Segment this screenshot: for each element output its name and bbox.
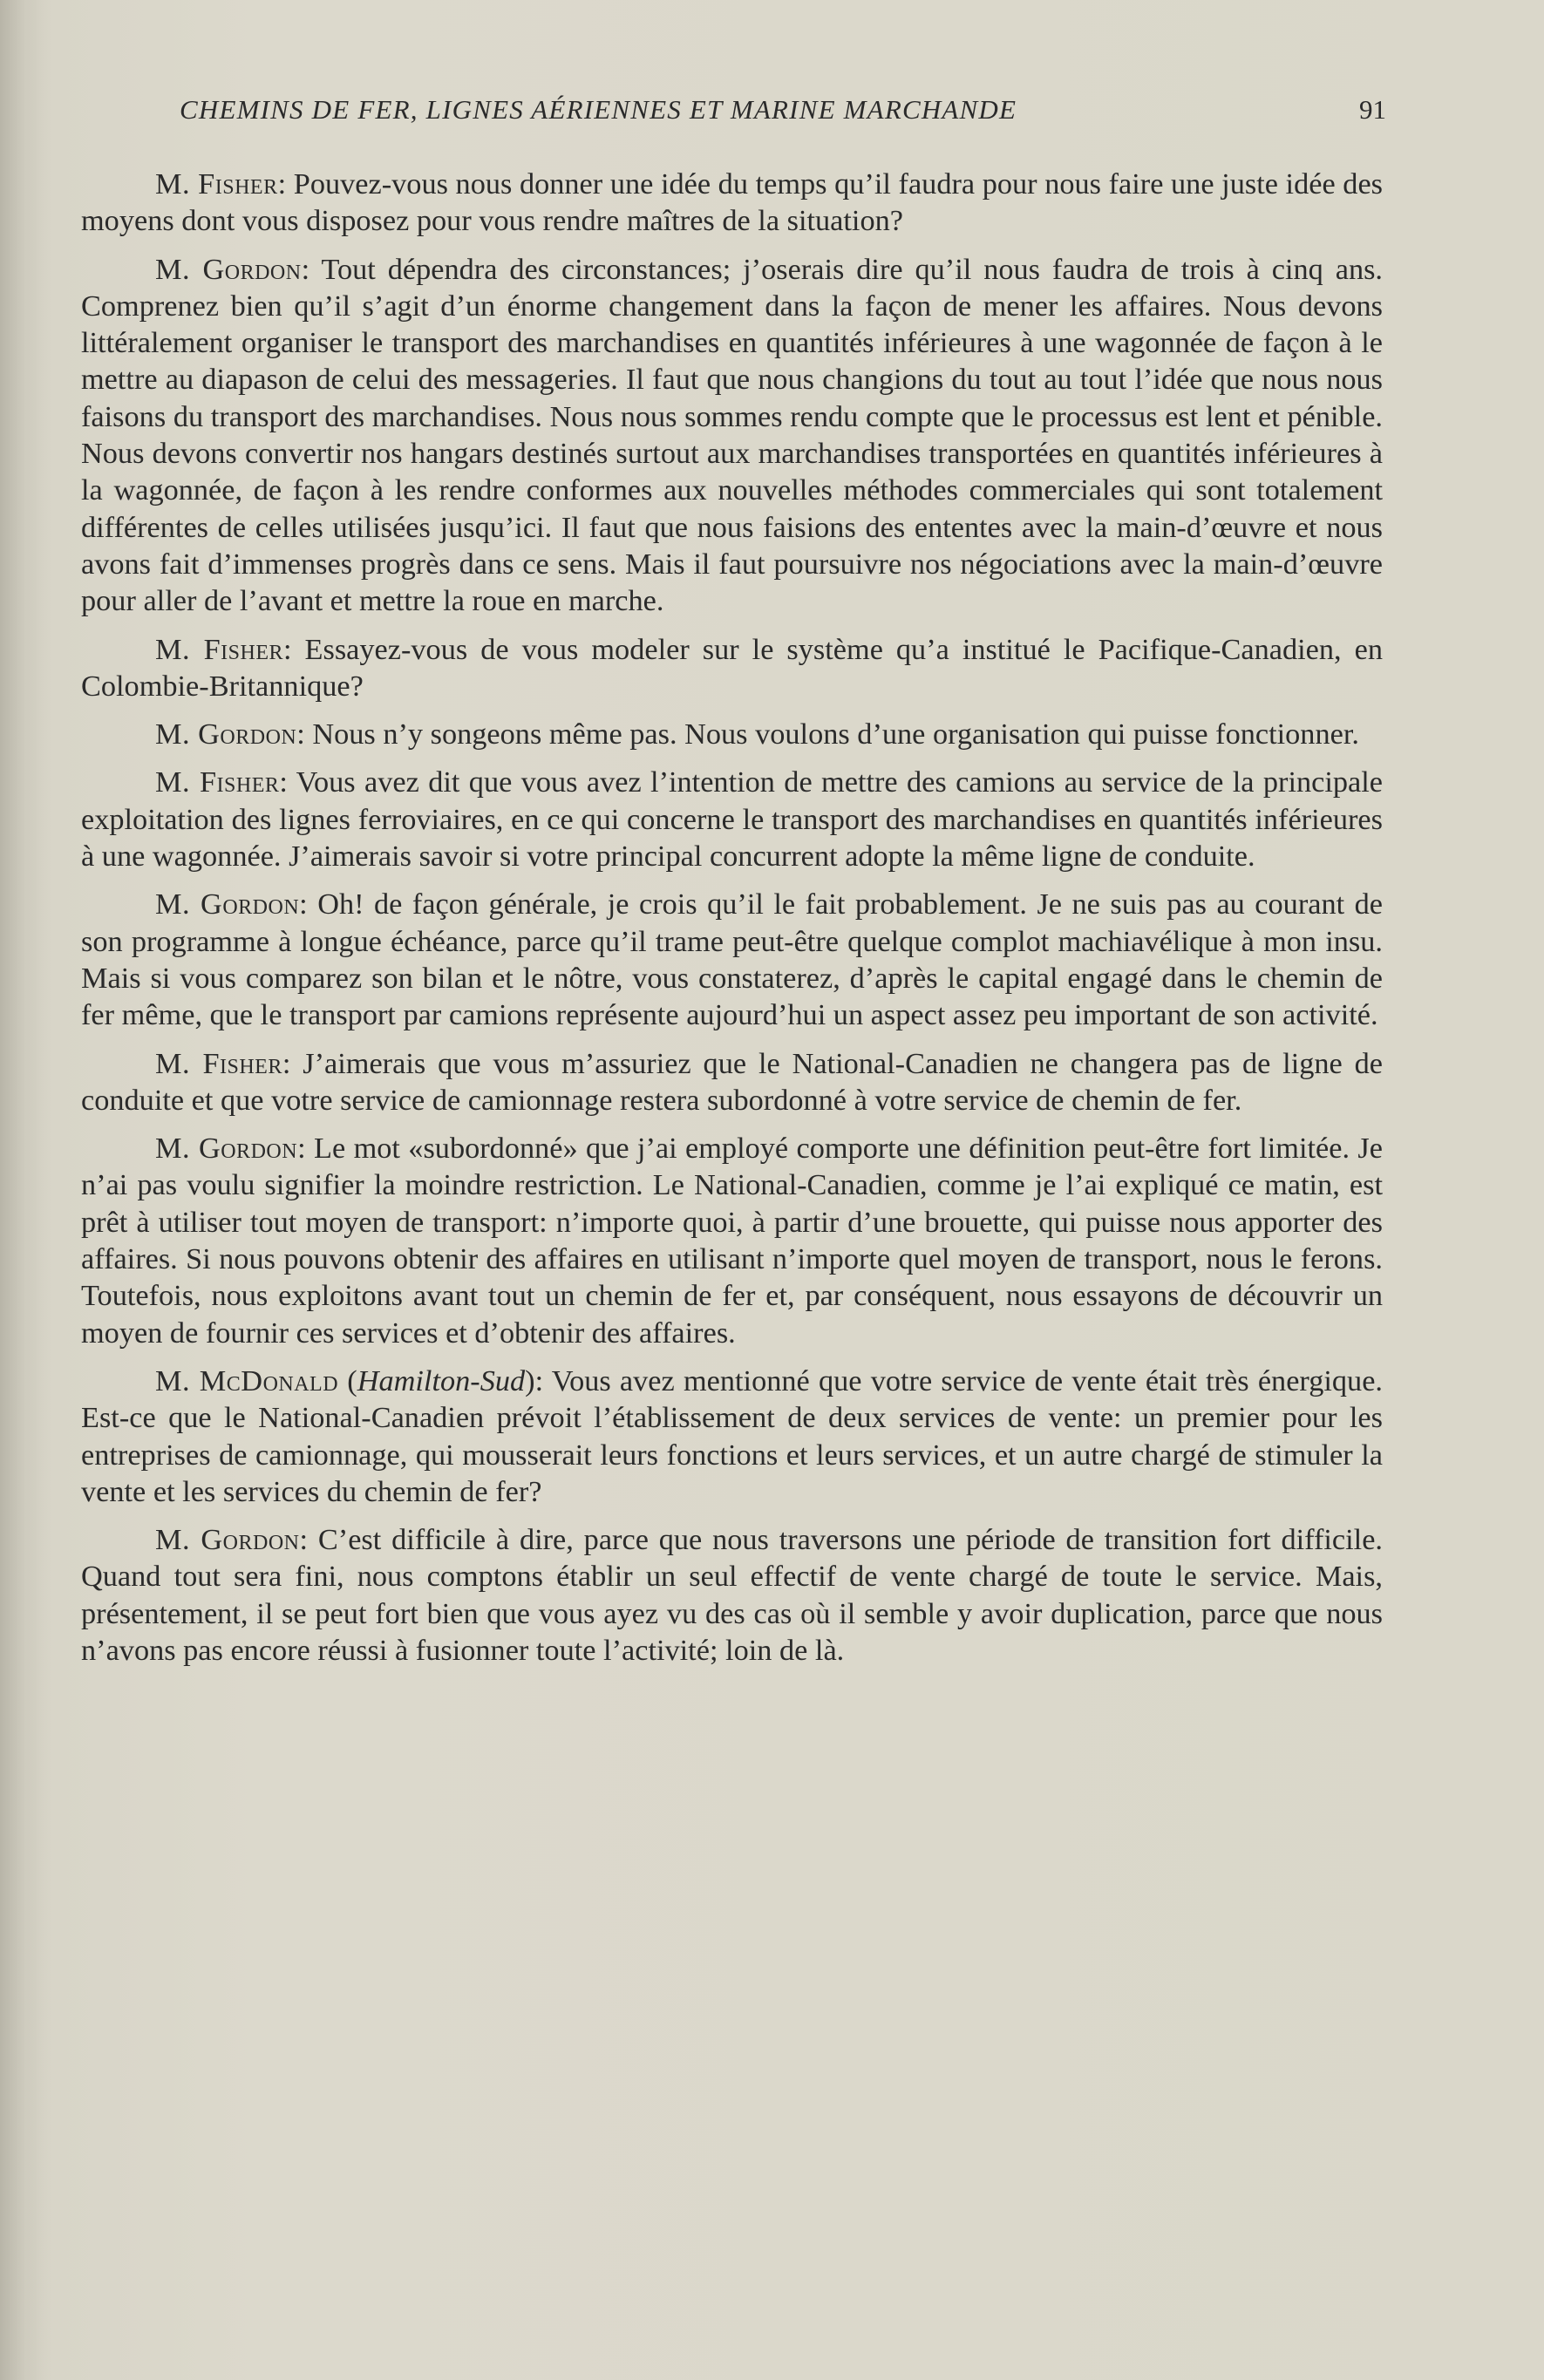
paragraph-text: Nous n’y songeons même pas. Nous voulons d’une organisation qui puisse fonctionner.: [312, 717, 1359, 751]
paragraph-gordon-3: M. Gordon: Oh! de façon générale, je crois qu’il le fait probablement. Je ne suis pas au courant de son programme à longue échéance, parce qu’il trame peut-être quelque complot machiavélique à mon insu. Mais si vous comparez son bilan et le nôtre, vous constaterez, d’après le capital engagé dans le chemin de fer même, que le transport par camions représente aujourd’hui un aspect assez peu important de son activité.: [81, 887, 1384, 1032]
paragraph-text: Oh! de façon générale, je crois qu’il le fait probablement. Je ne suis pas au courant de son programme à longue échéance, parce qu’il trame peut-être quelque complot machiavélique à mon insu. Mais si vous comparez son bilan et le nôtre, vous constaterez, d’après le capital engagé dans le chemin de fer même, que le transport par camions représente aujourd’hui un aspect assez peu important de son activité.: [81, 887, 1384, 1032]
speaker-name: M. Fisher: [155, 1046, 282, 1080]
paragraph-gordon-5: M. Gordon: C’est difficile à dire, parce que nous traversons une période de transition fort difficile. Quand tout sera fini, nous comptons établir un seul effectif de vente chargé de toute le service. Mais, présentement, il se peut fort bien que vous ayez vu des cas où il semble y avoir duplication, parce que nous n’avons pas encore réussi à fusionner toute l’activité; loin de là.: [81, 1523, 1383, 1667]
paragraph-text: Pouvez-vous nous donner une idée du temps qu’il faudra pour nous faire une juste idée des moyens dont vous disposez pour vous rendre maîtres de la situation?: [81, 167, 1384, 238]
paragraph-gordon-4: M. Gordon: Le mot «subordonné» que j’ai employé comporte une définition peut-être fort limitée. Je n’ai pas voulu signifier la moindre restriction. Le National-Canadien, comme je l’ai expliqué ce matin, est prêt à utiliser tout moyen de transport: n’importe quoi, à partir d’une brouette, qui puisse nous apporter des affaires. Si nous pouvons obtenir des affaires en utilisant n’importe quel moyen de transport, nous le ferons. Toutefois, nous exploitons avant tout un chemin de fer et, par conséquent, nous essayons de découvrir un moyen de fournir ces services et d’obtenir des affaires.: [81, 1132, 1384, 1350]
speaker-name: M. McDonald: [155, 1363, 339, 1397]
speaker-name: M. Gordon: [155, 887, 300, 921]
paragraph-fisher-2: M. Fisher: Essayez-vous de vous modeler sur le système qu’a institué le Pacifique-Canadien, en Colombie-Britannique?: [81, 632, 1383, 703]
body-text: [81, 166, 1383, 1680]
paragraph-text: Le mot «subordonné» que j’ai employé comporte une définition peut-être fort limitée. Je n’ai pas voulu signifier la moindre restriction. Le National-Canadien, comme je l’ai expliqué ce matin, est prêt à utiliser tout moyen de transport: n’importe quoi, à partir d’une brouette, qui puisse nous apporter des affaires. Si nous pouvons obtenir des affaires en utilisant n’importe quel moyen de transport, nous le ferons. Toutefois, nous exploitons avant tout un chemin de fer et, par conséquent, nous essayons de découvrir un moyen de fournir ces services et d’obtenir des affaires.: [81, 1132, 1384, 1350]
paragraph-gordon-1: M. Gordon: Tout dépendra des circonstances; j’oserais dire qu’il nous faudra de trois à cinq ans. Comprenez bien qu’il s’agit d’un énorme changement dans la façon de mener les affaires. Nous devons littéralement organiser le transport des marchandises en quantités inférieures à une wagonnée de façon à le mettre au diapason de celui des messageries. Il faut que nous changions du tout au tout l’idée que nous nous faisons du transport des marchandises. Nous nous sommes rendu compte que le processus est lent et pénible. Nous devons convertir nos hangars destinés surtout aux marchandises transportées en quantités inférieures à la wagonnée, de façon à les rendre conformes aux nouvelles méthodes commerciales qui sont totalement différentes de celles utilisées jusqu’ici. Il faut que nous faisions des ententes avec la main-d’œuvre et nous avons fait d’immenses progrès dans ce sens. Mais il faut poursuivre nos négociations avec la main-d’œuvre pour aller de l’avant et mettre la roue en marche.: [81, 252, 1384, 618]
running-title: CHEMINS DE FER, LIGNES AÉRIENNES ET MARINE MARCHANDE: [180, 94, 1017, 125]
paragraph-text: Tout dépendra des circonstances; j’oserais dire qu’il nous faudra de trois à cinq ans. Comprenez bien qu’il s’agit d’un énorme changement dans la façon de mener les affaires. Nous devons littéralement organiser le transport des marchandises en quantités inférieures à une wagonnée de façon à le mettre au diapason de celui des messageries. Il faut que nous changions du tout au tout l’idée que nous nous faisons du transport des marchandises. Nous nous sommes rendu compte que le processus est lent et pénible. Nous devons convertir nos hangars destinés surtout aux marchandises transportées en quantités inférieures à la wagonnée, de façon à les rendre conformes aux nouvelles méthodes commerciales qui sont totalement différentes de celles utilisées jusqu’ici. Il faut que nous faisions des ententes avec la main-d’œuvre et nous avons fait d’immenses progrès dans ce sens. Mais il faut poursuivre nos négociations avec la main-d’œuvre pour aller de l’avant et mettre la roue en marche.: [81, 252, 1384, 618]
paragraph-text: Essayez-vous de vous modeler sur le système qu’a institué le Pacifique-Canadien, en Colombie-Britannique?: [81, 632, 1383, 703]
paragraph-fisher-1: M. Fisher: Pouvez-vous nous donner une idée du temps qu’il faudra pour nous faire une juste idée des moyens dont vous disposez pour vous rendre maîtres de la situation?: [81, 167, 1384, 238]
running-head: [174, 94, 1386, 129]
speaker-name: M. Fisher: [155, 167, 278, 201]
paragraph-text: J’aimerais que vous m’assuriez que le National-Canadien ne changera pas de ligne de conduite et que votre service de camionnage restera subordonné à votre service de chemin de fer.: [81, 1046, 1383, 1117]
speaker-name: M. Fisher: [155, 765, 280, 799]
speaker-name: M. Gordon: [155, 1132, 298, 1166]
speaker-name: M. Gordon: [155, 717, 297, 751]
paragraph-fisher-4: M. Fisher: J’aimerais que vous m’assuriez que le National-Canadien ne changera pas de ligne de conduite et que votre service de camionnage restera subordonné à votre service de chemin de fer.: [81, 1046, 1383, 1117]
speaker-name: M. Fisher: [155, 632, 283, 666]
paragraph-text: Vous avez dit que vous avez l’intention de mettre des camions au service de la principale exploitation des lignes ferroviaires, en ce qui concerne le transport des marchandises en quantités inférieures à une wagonnée. J’aimerais savoir si votre principal concurrent adopte la même ligne de conduite.: [81, 765, 1383, 874]
speaker-name: M. Gordon: [155, 252, 302, 286]
paragraph-gordon-2: M. Gordon: Nous n’y songeons même pas. Nous voulons d’une organisation qui puisse fonctionner.: [155, 717, 1359, 751]
paragraph-fisher-3: M. Fisher: Vous avez dit que vous avez l’intention de mettre des camions au service de la principale exploitation des lignes ferroviaires, en ce qui concerne le transport des marchandises en quantités inférieures à une wagonnée. J’aimerais savoir si votre principal concurrent adopte la même ligne de conduite.: [81, 765, 1383, 874]
speaker-name: M. Gordon: [155, 1523, 300, 1557]
speaker-riding: Hamilton-Sud: [357, 1363, 526, 1397]
paragraph-text: Vous avez mentionné que votre service de vente était très énergique. Est-ce que le National-Canadien prévoit l’établissement de deux services de vente: un premier pour les entreprises de camionnage, qui mousserait leurs fonctions et leurs services, et un autre chargé de stimuler la vente et les services du chemin de fer?: [81, 1363, 1384, 1508]
binding-edge: [0, 0, 42, 2380]
paragraph-mcdonald-1: M. McDonald (Hamilton-Sud): Vous avez mentionné que votre service de vente était très énergique. Est-ce que le National-Canadien prévoit l’établissement de deux services de vente: un premier pour les entreprises de camionnage, qui mousserait leurs fonctions et leurs services, et un autre chargé de stimuler la vente et les services du chemin de fer?: [81, 1363, 1384, 1508]
paragraph-text: C’est difficile à dire, parce que nous traversons une période de transition fort difficile. Quand tout sera fini, nous comptons établir un seul effectif de vente chargé de toute le service. Mais, présentement, il se peut fort bien que vous ayez vu des cas où il semble y avoir duplication, parce que nous n’avons pas encore réussi à fusionner toute l’activité; loin de là.: [81, 1523, 1383, 1667]
page-number: 91: [1359, 94, 1386, 125]
